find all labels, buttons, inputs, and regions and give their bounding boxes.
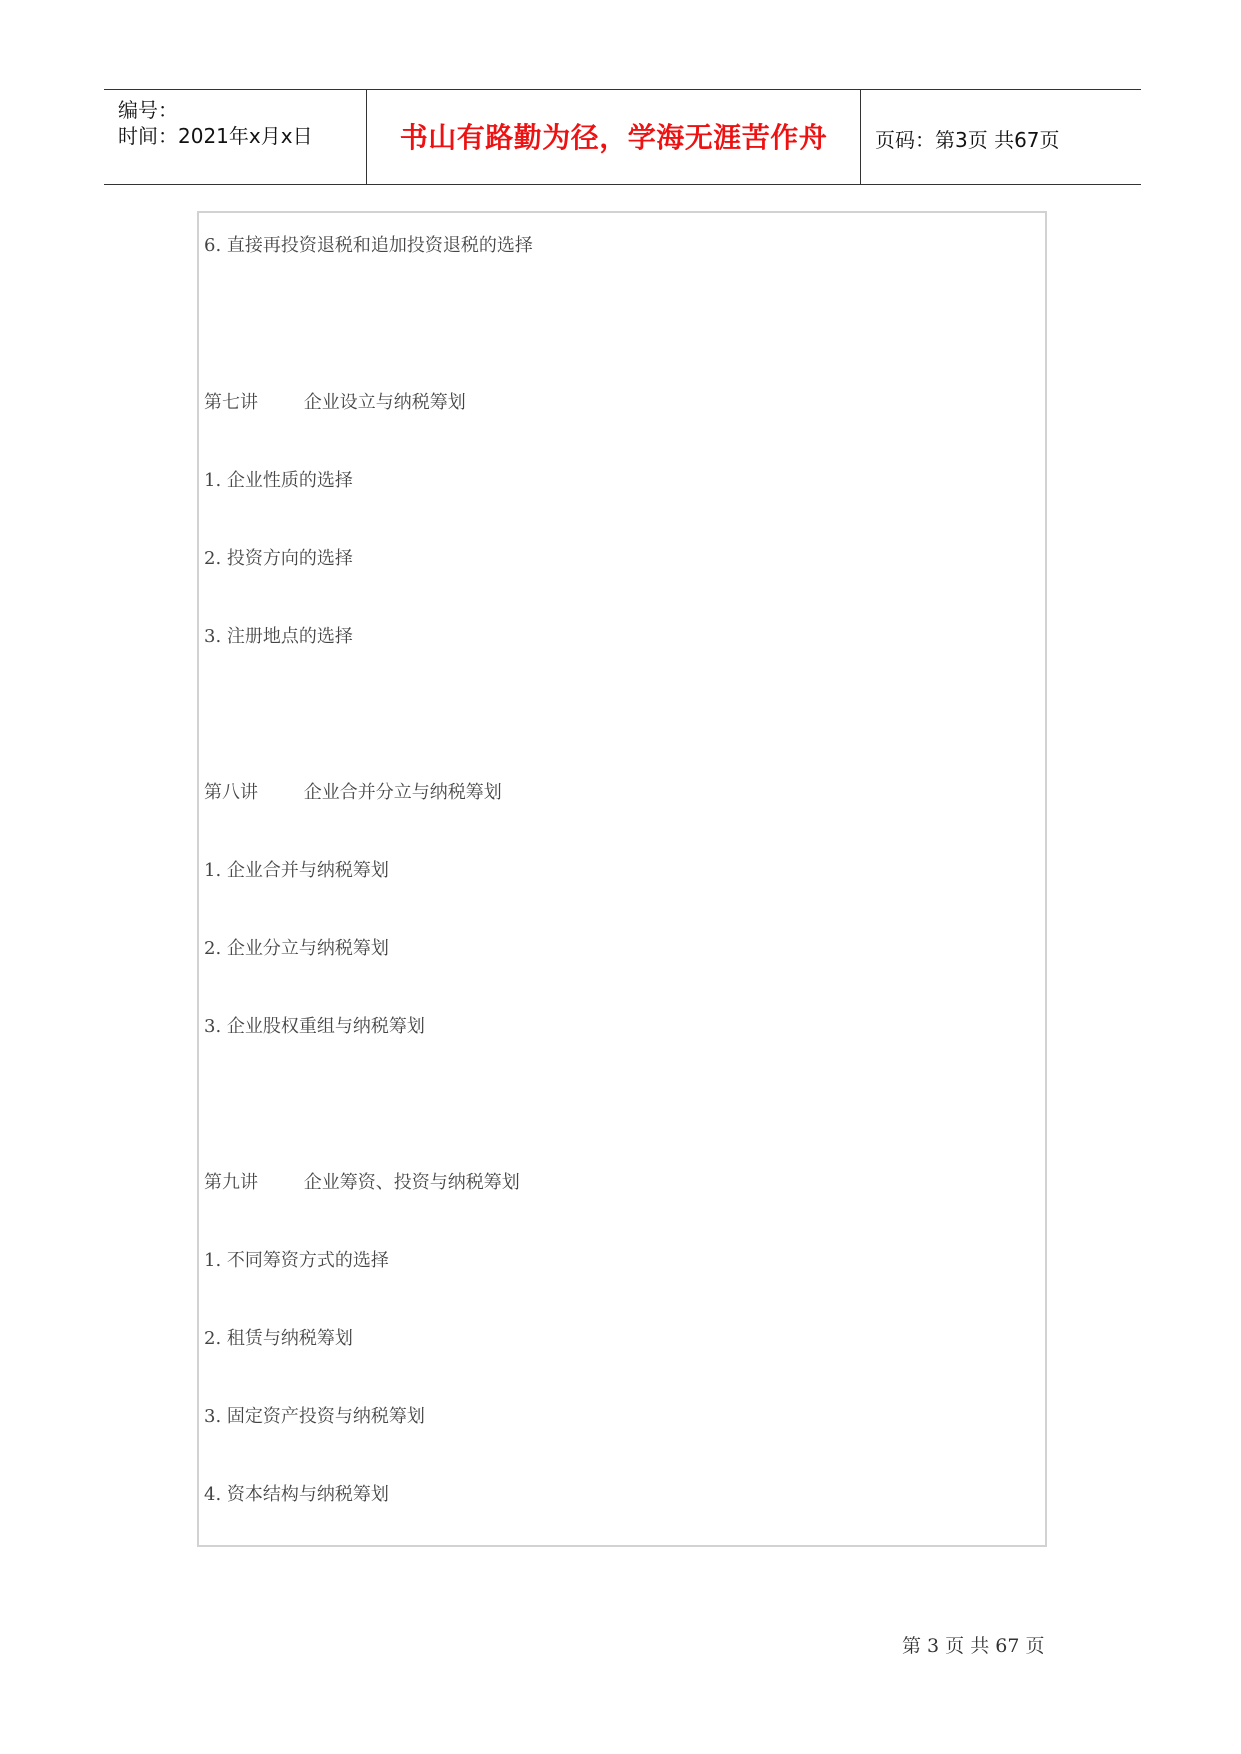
list-item: 6. 直接再投资退税和追加投资退税的选择 <box>204 235 533 256</box>
list-item: 2. 企业分立与纳税筹划 <box>204 938 389 959</box>
serial-number-label: 编号： <box>118 98 178 122</box>
list-item: 2. 租赁与纳税筹划 <box>204 1328 353 1349</box>
page-header <box>104 89 1141 185</box>
list-item: 1. 企业合并与纳税筹划 <box>204 860 389 881</box>
time-label: 时间：2021年x月x日 <box>118 124 313 148</box>
list-item: 3. 注册地点的选择 <box>204 626 353 647</box>
header-motto-cell <box>367 90 861 184</box>
list-item: 1. 企业性质的选择 <box>204 470 353 491</box>
header-info-cell <box>104 90 367 184</box>
list-item: 3. 企业股权重组与纳税筹划 <box>204 1016 425 1037</box>
list-item: 3. 固定资产投资与纳税筹划 <box>204 1406 425 1427</box>
list-item: 1. 不同筹资方式的选择 <box>204 1250 389 1271</box>
motto-text: 书山有路勤为径，学海无涯苦作舟 <box>399 121 828 154</box>
list-item: 4. 资本结构与纳税筹划 <box>204 1484 389 1505</box>
list-item: 2. 投资方向的选择 <box>204 548 353 569</box>
header-page-cell <box>861 90 1141 184</box>
page-footer: 第 3 页 共 67 页 <box>902 1635 1045 1657</box>
lecture-heading-8: 第八讲 企业合并分立与纳税筹划 <box>204 782 502 803</box>
page-code-label: 页码：第3页 共67页 <box>875 128 1060 152</box>
lecture-heading-9: 第九讲 企业筹资、投资与纳税筹划 <box>204 1172 520 1193</box>
content-box <box>197 211 1047 1547</box>
lecture-heading-7: 第七讲 企业设立与纳税筹划 <box>204 392 466 413</box>
